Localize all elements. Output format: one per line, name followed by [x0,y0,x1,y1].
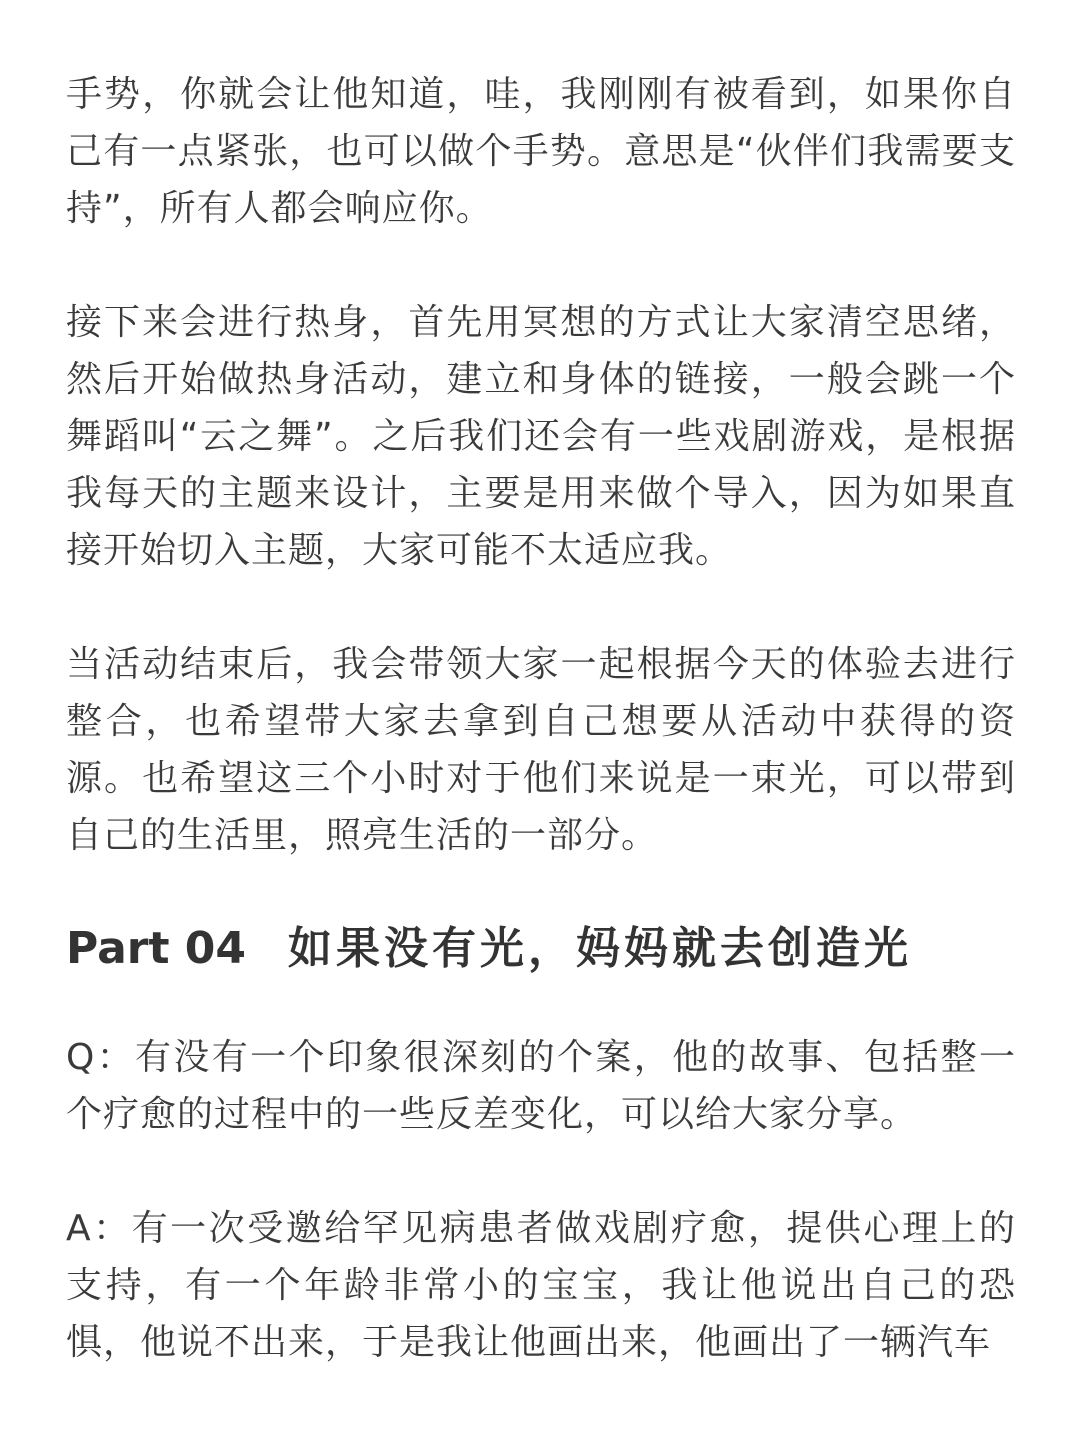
section-heading [66,919,1016,979]
section-title: 如果没有光，妈妈就去创造光 [288,923,913,974]
part-label: Part 04 [66,923,247,974]
answer-paragraph: A：有一次受邀给罕见病患者做戏剧疗愈，提供心理上的支持，有一个年龄非常小的宝宝，我让他说出自己的恐惧，他说不出来，于是我让他画出来，他画出了一辆汽车 [66,1208,1016,1363]
article-body [66,66,1016,1371]
body-paragraph: 当活动结束后，我会带领大家一起根据今天的体验去进行整合，也希望带大家去拿到自己想要从活动中获得的资源。也希望这三个小时对于他们来说是一束光，可以带到自己的生活里，照亮生活的一部分。 [66,644,1016,856]
question-paragraph: Q：有没有一个印象很深刻的个案，他的故事、包括整一个疗愈的过程中的一些反差变化，可以给大家分享。 [66,1037,1016,1135]
body-paragraph: 接下来会进行热身，首先用冥想的方式让大家清空思绪，然后开始做热身活动，建立和身体的链接，一般会跳一个舞蹈叫“云之舞”。之后我们还会有一些戏剧游戏，是根据我每天的主题来设计，主要是用来做个导入，因为如果直接开始切入主题，大家可能不太适应我。 [66,302,1016,571]
body-paragraph: 手势，你就会让他知道，哇，我刚刚有被看到，如果你自己有一点紧张，也可以做个手势。意思是“伙伴们我需要支持”，所有人都会响应你。 [66,74,1016,229]
